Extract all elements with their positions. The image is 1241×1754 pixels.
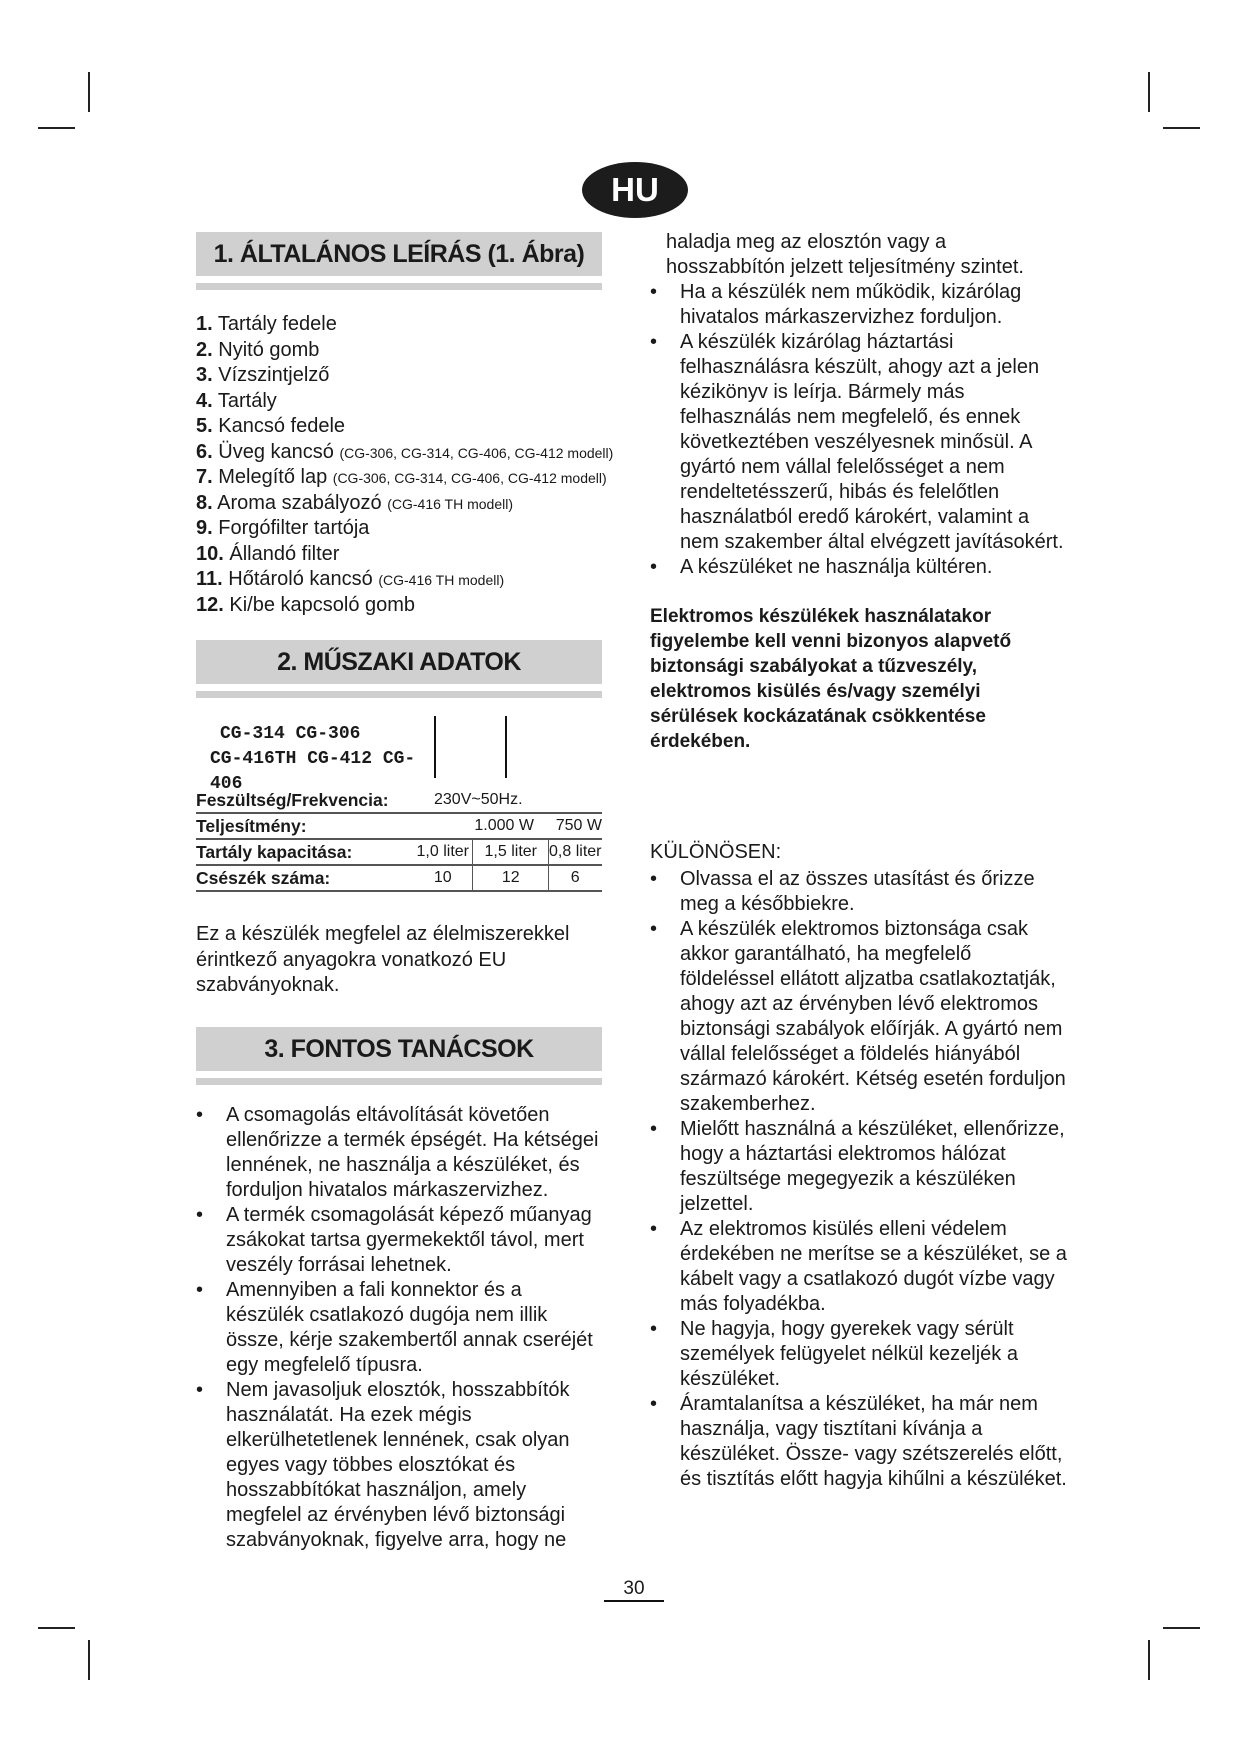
- section-2-title: 2. MŰSZAKI ADATOK: [196, 640, 602, 687]
- list-item: [196, 516, 602, 542]
- spec-label: Tartály kapacitása:: [196, 839, 414, 865]
- list-item: • Olvassa el az összes utasítást és őrizze meg a későbbiekre.: [650, 867, 1070, 917]
- list-item: • Amennyiben a fali konnektor és a készülék csatlakozó dugója nem illik össze, kérje szakembertől annak cseréjét egy megfelelő típusra.: [196, 1278, 602, 1378]
- spec-label: Teljesítmény:: [196, 813, 414, 839]
- electrical-safety-list: [650, 867, 1070, 1492]
- compliance-text: Ez a készülék megfelel az élelmiszerekkel érintkező anyagokra vonatkozó EU szabványoknak.: [196, 923, 570, 996]
- item-label: Forgófilter tartója: [218, 517, 370, 539]
- list-item: [196, 312, 602, 338]
- list-item: [196, 363, 602, 389]
- spec-value: 1,0 liter: [414, 839, 472, 865]
- list-item: • Nem javasoljuk elosztók, hosszabbítók használatát. Ha ezek mégis elkerülhetetlenek lennének, csak olyan egyes vagy többes elosztókat és hosszabbítókat használjon, amely megfelel az érvényben lévő biztonsági szabványoknak, figyelve arra, hogy ne: [196, 1378, 602, 1553]
- item-label: Nyitó gomb: [218, 338, 320, 361]
- item-number: 6.: [196, 440, 213, 463]
- list-item: • Ha a készülék nem működik, kizárólag hivatalos márkaszervizhez forduljon.: [650, 280, 1070, 330]
- crop-mark: [38, 1627, 75, 1629]
- item-label: Állandó filter: [229, 542, 340, 565]
- list-item: [196, 389, 602, 415]
- item-label: Ki/be kapcsoló gomb: [229, 593, 416, 616]
- item-label: Tartály: [217, 389, 277, 412]
- list-item: • A készülék kizárólag háztartási felhasználásra készült, ahogy azt a jelen kézikönyv is leírja. Bármely más felhasználás nem megfelelő, és ennek következtében veszélyesnek minősül. A gyártó nem vállal felelősséget a nem rendeltetésszerű, hibás és felelőtlen használatból eredő károkért, valamint a nem szakember által elvégzett javításokért.: [650, 330, 1070, 555]
- list-item: • A készüléket ne használja kültéren.: [650, 555, 1070, 580]
- item-model-note: (CG-416 TH modell): [378, 572, 505, 588]
- spec-value: 1.000 W: [414, 813, 548, 839]
- item-label: Melegítő lap: [218, 466, 328, 488]
- section-divider: [196, 1078, 602, 1085]
- usage-list: [650, 280, 1070, 580]
- item-label: Tartály fedele: [217, 313, 337, 335]
- spec-value: 750 W: [548, 813, 602, 839]
- model-names: [196, 716, 436, 794]
- item-number: 2.: [196, 338, 213, 361]
- item-model-note: (CG-416 TH modell): [387, 495, 514, 512]
- safety-warning: Elektromos készülékek használatakor figyelembe kell venni bizonyos alapvető biztonsági szabályokat a tűzveszély, elektromos kisülés és/vagy személyi sérülések kockázatának csökkentése érdekében.: [650, 606, 1012, 752]
- item-number: 5.: [196, 415, 213, 437]
- continuation-text: haladja meg az elosztón vagy a hosszabbítón jelzett teljesítmény szintet.: [666, 231, 1024, 278]
- kulonosen-heading: KÜLÖNÖSEN:: [650, 841, 782, 863]
- item-label: Üveg kancsó: [218, 440, 334, 463]
- item-number: 12.: [196, 593, 224, 616]
- item-number: 10.: [196, 542, 224, 565]
- item-label: Hőtároló kancsó: [228, 568, 373, 590]
- crop-mark: [88, 72, 90, 112]
- list-item: [196, 542, 602, 568]
- item-label: Aroma szabályozó: [217, 491, 382, 514]
- list-item: [196, 440, 614, 466]
- spec-label: Csészék száma:: [196, 865, 414, 891]
- safety-tips-list: [196, 1103, 602, 1553]
- list-item: [196, 593, 602, 619]
- spec-value: 10: [414, 865, 472, 891]
- item-model-note: (CG-306, CG-314, CG-406, CG-412 modell): [332, 470, 607, 486]
- list-item: • Mielőtt használná a készüléket, ellenőrizze, hogy a háztartási elektromos hálózat feszültsége megegyezik a készüléken jelzettel.: [650, 1117, 1070, 1217]
- item-number: 3.: [196, 364, 213, 386]
- section-divider: [196, 283, 602, 290]
- list-item: [196, 567, 602, 593]
- right-column: [650, 230, 1070, 1492]
- item-number: 11.: [196, 568, 223, 590]
- item-number: 7.: [196, 466, 213, 488]
- crop-mark: [1163, 127, 1200, 129]
- item-number: 1.: [196, 313, 213, 335]
- table-row: [196, 839, 602, 865]
- parts-list: [196, 312, 614, 618]
- model-header: [196, 716, 602, 794]
- crop-mark: [1148, 1640, 1150, 1680]
- table-row: [196, 865, 602, 891]
- left-column: [196, 232, 614, 1553]
- table-row: [196, 813, 602, 839]
- item-number: 9.: [196, 517, 213, 539]
- spec-value: 12: [474, 865, 548, 891]
- spec-value: 1,5 liter: [474, 839, 548, 865]
- item-model-note: (CG-306, CG-314, CG-406, CG-412 modell): [339, 444, 614, 461]
- spec-value: 0,8 liter: [548, 839, 602, 865]
- column-divider: [505, 716, 507, 778]
- list-item: [196, 465, 607, 491]
- item-label: Kancsó fedele: [218, 415, 346, 437]
- crop-mark: [88, 1640, 90, 1680]
- item-number: 8.: [196, 491, 213, 514]
- list-item: [196, 414, 602, 440]
- list-item: • A készülék elektromos biztonsága csak akkor garantálható, ha megfelelő földeléssel ellátott aljzatba csatlakoztatják, ahogy azt az érvényben lévő elektromos biztonsági szabályok előírják. A gyártó nem vállal felelősséget a földelés hiányából származó károkért. Kétség esetén forduljon szakemberhez.: [650, 917, 1070, 1117]
- section-3-title: 3. FONTOS TANÁCSOK: [196, 1027, 602, 1074]
- list-item: • Az elektromos kisülés elleni védelem érdekében ne merítse se a készüléket, se a kábelt vagy a csatlakozó dugót vízbe vagy más folyadékba.: [650, 1217, 1070, 1317]
- list-item: • Ne hagyja, hogy gyerekek vagy sérült személyek felügyelet nélkül kezeljék a készüléket.: [650, 1317, 1070, 1392]
- models-line-2: CG-416TH CG-412 CG-406: [210, 749, 416, 794]
- spec-value: 6: [548, 865, 602, 891]
- list-item: • Áramtalanítsa a készüléket, ha már nem használja, vagy tisztítani kívánja a készüléket. Össze- vagy szétszerelés előtt, és tisztítás előtt hagyja kihűlni a készüléket.: [650, 1392, 1070, 1492]
- list-item: • A termék csomagolását képező műanyag zsákokat tartsa gyermekektől távol, mert veszély forrásai lehetnek.: [196, 1203, 602, 1278]
- section-divider: [196, 691, 602, 698]
- crop-mark: [1148, 72, 1150, 112]
- crop-mark: [38, 127, 75, 129]
- list-item: • A csomagolás eltávolítását követően ellenőrizze a termék épségét. Ha kétségei lennének, ne használja a készüléket, és forduljon hivatalos márkaszervizhez.: [196, 1103, 602, 1203]
- list-item: [196, 491, 602, 517]
- language-badge: HU: [582, 162, 688, 218]
- section-1-title: 1. ÁLTALÁNOS LEÍRÁS (1. Ábra): [196, 232, 602, 279]
- spec-label: Feszültség/Frekvencia:: [196, 788, 414, 813]
- item-label: Vízszintjelző: [218, 364, 330, 386]
- models-line-1: CG-314 CG-306: [220, 724, 361, 744]
- page-number: 30: [604, 1578, 664, 1602]
- spec-table: [196, 788, 602, 892]
- item-number: 4.: [196, 389, 213, 412]
- crop-mark: [1163, 1627, 1200, 1629]
- list-item: [196, 338, 602, 364]
- spec-value: 230V~50Hz.: [414, 788, 602, 813]
